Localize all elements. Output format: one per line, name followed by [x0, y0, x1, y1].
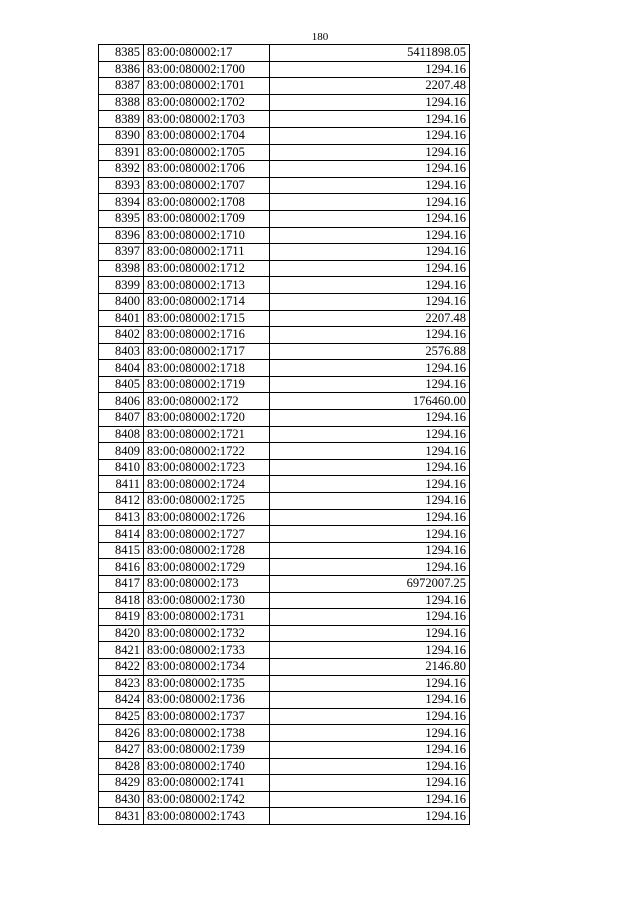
cadastral-value: 1294.16 — [270, 144, 470, 161]
cadastral-number: 83:00:080002:1713 — [144, 277, 270, 294]
cadastral-value: 1294.16 — [270, 592, 470, 609]
cadastral-value: 1294.16 — [270, 127, 470, 144]
cadastral-value: 1294.16 — [270, 94, 470, 111]
cadastral-number: 83:00:080002:1715 — [144, 310, 270, 327]
cadastral-value: 1294.16 — [270, 692, 470, 709]
table-row — [99, 808, 470, 825]
cadastral-value: 1294.16 — [270, 293, 470, 310]
row-number: 8429 — [99, 775, 144, 792]
row-number: 8420 — [99, 625, 144, 642]
cadastral-number: 83:00:080002:1711 — [144, 244, 270, 261]
cadastral-value: 5411898.05 — [270, 45, 470, 62]
table-row — [99, 376, 470, 393]
row-number: 8410 — [99, 459, 144, 476]
row-number: 8431 — [99, 808, 144, 825]
cadastral-value: 1294.16 — [270, 791, 470, 808]
page-number: 180 — [311, 31, 329, 43]
cadastral-number: 83:00:080002:1703 — [144, 111, 270, 128]
row-number: 8389 — [99, 111, 144, 128]
cadastral-number: 83:00:080002:1730 — [144, 592, 270, 609]
cadastral-value: 1294.16 — [270, 609, 470, 626]
row-number: 8419 — [99, 609, 144, 626]
cadastral-number: 83:00:080002:1738 — [144, 725, 270, 742]
table-row — [99, 277, 470, 294]
table-row — [99, 111, 470, 128]
cadastral-number: 83:00:080002:1700 — [144, 61, 270, 78]
row-number: 8403 — [99, 343, 144, 360]
cadastral-number: 83:00:080002:1720 — [144, 410, 270, 427]
table-row — [99, 443, 470, 460]
cadastral-value: 1294.16 — [270, 443, 470, 460]
cadastral-number: 83:00:080002:1739 — [144, 741, 270, 758]
cadastral-number: 83:00:080002:1725 — [144, 493, 270, 510]
cadastral-value: 1294.16 — [270, 227, 470, 244]
table-row — [99, 526, 470, 543]
table-row — [99, 426, 470, 443]
row-number: 8408 — [99, 426, 144, 443]
table-body — [99, 45, 470, 825]
cadastral-value: 1294.16 — [270, 426, 470, 443]
cadastral-number: 83:00:080002:1729 — [144, 559, 270, 576]
row-number: 8424 — [99, 692, 144, 709]
cadastral-value: 1294.16 — [270, 675, 470, 692]
table-row — [99, 327, 470, 344]
row-number: 8415 — [99, 542, 144, 559]
cadastral-number: 83:00:080002:1734 — [144, 658, 270, 675]
table-row — [99, 459, 470, 476]
row-number: 8426 — [99, 725, 144, 742]
table-row — [99, 177, 470, 194]
row-number: 8394 — [99, 194, 144, 211]
table-row — [99, 410, 470, 427]
table-row — [99, 791, 470, 808]
row-number: 8397 — [99, 244, 144, 261]
cadastral-value: 1294.16 — [270, 758, 470, 775]
cadastral-value: 1294.16 — [270, 410, 470, 427]
row-number: 8422 — [99, 658, 144, 675]
row-number: 8399 — [99, 277, 144, 294]
table-row — [99, 658, 470, 675]
table-row — [99, 625, 470, 642]
row-number: 8409 — [99, 443, 144, 460]
cadastral-value: 1294.16 — [270, 509, 470, 526]
row-number: 8396 — [99, 227, 144, 244]
table-row — [99, 194, 470, 211]
cadastral-value: 1294.16 — [270, 260, 470, 277]
cadastral-value: 1294.16 — [270, 161, 470, 178]
row-number: 8406 — [99, 393, 144, 410]
table-row — [99, 293, 470, 310]
cadastral-number: 83:00:080002:1704 — [144, 127, 270, 144]
row-number: 8414 — [99, 526, 144, 543]
cadastral-number: 83:00:080002:1706 — [144, 161, 270, 178]
row-number: 8401 — [99, 310, 144, 327]
row-number: 8393 — [99, 177, 144, 194]
cadastral-value: 1294.16 — [270, 642, 470, 659]
cadastral-value: 1294.16 — [270, 194, 470, 211]
table-row — [99, 675, 470, 692]
cadastral-value: 1294.16 — [270, 210, 470, 227]
table-row — [99, 360, 470, 377]
table-row — [99, 725, 470, 742]
cadastral-value: 1294.16 — [270, 493, 470, 510]
table-row — [99, 244, 470, 261]
row-number: 8427 — [99, 741, 144, 758]
table-row — [99, 775, 470, 792]
cadastral-value: 2207.48 — [270, 78, 470, 95]
table-row — [99, 609, 470, 626]
table-row — [99, 542, 470, 559]
cadastral-number: 83:00:080002:1712 — [144, 260, 270, 277]
table-row — [99, 476, 470, 493]
cadastral-value: 1294.16 — [270, 459, 470, 476]
cadastral-value: 1294.16 — [270, 244, 470, 261]
cadastral-number: 83:00:080002:1735 — [144, 675, 270, 692]
cadastral-number: 83:00:080002:1733 — [144, 642, 270, 659]
row-number: 8395 — [99, 210, 144, 227]
cadastral-value-table — [98, 44, 470, 825]
cadastral-number: 83:00:080002:1724 — [144, 476, 270, 493]
table-row — [99, 343, 470, 360]
cadastral-number: 83:00:080002:1717 — [144, 343, 270, 360]
cadastral-number: 83:00:080002:172 — [144, 393, 270, 410]
cadastral-number: 83:00:080002:1716 — [144, 327, 270, 344]
row-number: 8417 — [99, 576, 144, 593]
cadastral-value: 2576.88 — [270, 343, 470, 360]
cadastral-value: 2146.80 — [270, 658, 470, 675]
cadastral-number: 83:00:080002:1743 — [144, 808, 270, 825]
cadastral-value: 1294.16 — [270, 775, 470, 792]
row-number: 8411 — [99, 476, 144, 493]
cadastral-number: 83:00:080002:1728 — [144, 542, 270, 559]
row-number: 8428 — [99, 758, 144, 775]
cadastral-number: 83:00:080002:1732 — [144, 625, 270, 642]
cadastral-number: 83:00:080002:1722 — [144, 443, 270, 460]
table-row — [99, 127, 470, 144]
row-number: 8412 — [99, 493, 144, 510]
cadastral-value: 1294.16 — [270, 111, 470, 128]
cadastral-number: 83:00:080002:1736 — [144, 692, 270, 709]
cadastral-value: 1294.16 — [270, 741, 470, 758]
row-number: 8387 — [99, 78, 144, 95]
cadastral-value: 1294.16 — [270, 625, 470, 642]
cadastral-value: 1294.16 — [270, 542, 470, 559]
cadastral-number: 83:00:080002:1731 — [144, 609, 270, 626]
row-number: 8404 — [99, 360, 144, 377]
row-number: 8386 — [99, 61, 144, 78]
table-row — [99, 161, 470, 178]
cadastral-number: 83:00:080002:1702 — [144, 94, 270, 111]
cadastral-number: 83:00:080002:1708 — [144, 194, 270, 211]
table-row — [99, 210, 470, 227]
cadastral-value: 6972007.25 — [270, 576, 470, 593]
cadastral-value: 1294.16 — [270, 725, 470, 742]
table-row — [99, 708, 470, 725]
cadastral-value: 1294.16 — [270, 327, 470, 344]
row-number: 8385 — [99, 45, 144, 62]
table-row — [99, 576, 470, 593]
table-row — [99, 144, 470, 161]
cadastral-number: 83:00:080002:17 — [144, 45, 270, 62]
row-number: 8398 — [99, 260, 144, 277]
row-number: 8416 — [99, 559, 144, 576]
cadastral-number: 83:00:080002:1705 — [144, 144, 270, 161]
table-row — [99, 509, 470, 526]
cadastral-number: 83:00:080002:1740 — [144, 758, 270, 775]
cadastral-number: 83:00:080002:1723 — [144, 459, 270, 476]
table-row — [99, 559, 470, 576]
cadastral-value: 1294.16 — [270, 360, 470, 377]
cadastral-value: 176460.00 — [270, 393, 470, 410]
cadastral-number: 83:00:080002:1737 — [144, 708, 270, 725]
cadastral-number: 83:00:080002:1742 — [144, 791, 270, 808]
table-row — [99, 78, 470, 95]
row-number: 8418 — [99, 592, 144, 609]
row-number: 8407 — [99, 410, 144, 427]
table-row — [99, 45, 470, 62]
row-number: 8421 — [99, 642, 144, 659]
row-number: 8405 — [99, 376, 144, 393]
cadastral-value: 1294.16 — [270, 177, 470, 194]
cadastral-number: 83:00:080002:1710 — [144, 227, 270, 244]
cadastral-value: 1294.16 — [270, 376, 470, 393]
table-row — [99, 493, 470, 510]
cadastral-number: 83:00:080002:1741 — [144, 775, 270, 792]
row-number: 8392 — [99, 161, 144, 178]
cadastral-number: 83:00:080002:1727 — [144, 526, 270, 543]
table-row — [99, 393, 470, 410]
table-row — [99, 227, 470, 244]
row-number: 8390 — [99, 127, 144, 144]
cadastral-number: 83:00:080002:1701 — [144, 78, 270, 95]
row-number: 8388 — [99, 94, 144, 111]
table-row — [99, 310, 470, 327]
cadastral-value: 1294.16 — [270, 476, 470, 493]
table-row — [99, 94, 470, 111]
cadastral-number: 83:00:080002:1726 — [144, 509, 270, 526]
row-number: 8425 — [99, 708, 144, 725]
cadastral-value: 2207.48 — [270, 310, 470, 327]
cadastral-value: 1294.16 — [270, 526, 470, 543]
cadastral-number: 83:00:080002:1718 — [144, 360, 270, 377]
table-row — [99, 758, 470, 775]
table-row — [99, 260, 470, 277]
table-row — [99, 642, 470, 659]
cadastral-value: 1294.16 — [270, 708, 470, 725]
cadastral-value: 1294.16 — [270, 61, 470, 78]
row-number: 8402 — [99, 327, 144, 344]
table-row — [99, 692, 470, 709]
row-number: 8413 — [99, 509, 144, 526]
cadastral-number: 83:00:080002:1707 — [144, 177, 270, 194]
row-number: 8400 — [99, 293, 144, 310]
table-row — [99, 61, 470, 78]
cadastral-number: 83:00:080002:173 — [144, 576, 270, 593]
cadastral-value: 1294.16 — [270, 277, 470, 294]
cadastral-number: 83:00:080002:1709 — [144, 210, 270, 227]
table-row — [99, 592, 470, 609]
cadastral-number: 83:00:080002:1714 — [144, 293, 270, 310]
cadastral-number: 83:00:080002:1721 — [144, 426, 270, 443]
table-row — [99, 741, 470, 758]
row-number: 8430 — [99, 791, 144, 808]
cadastral-value: 1294.16 — [270, 808, 470, 825]
row-number: 8391 — [99, 144, 144, 161]
cadastral-number: 83:00:080002:1719 — [144, 376, 270, 393]
row-number: 8423 — [99, 675, 144, 692]
cadastral-value: 1294.16 — [270, 559, 470, 576]
